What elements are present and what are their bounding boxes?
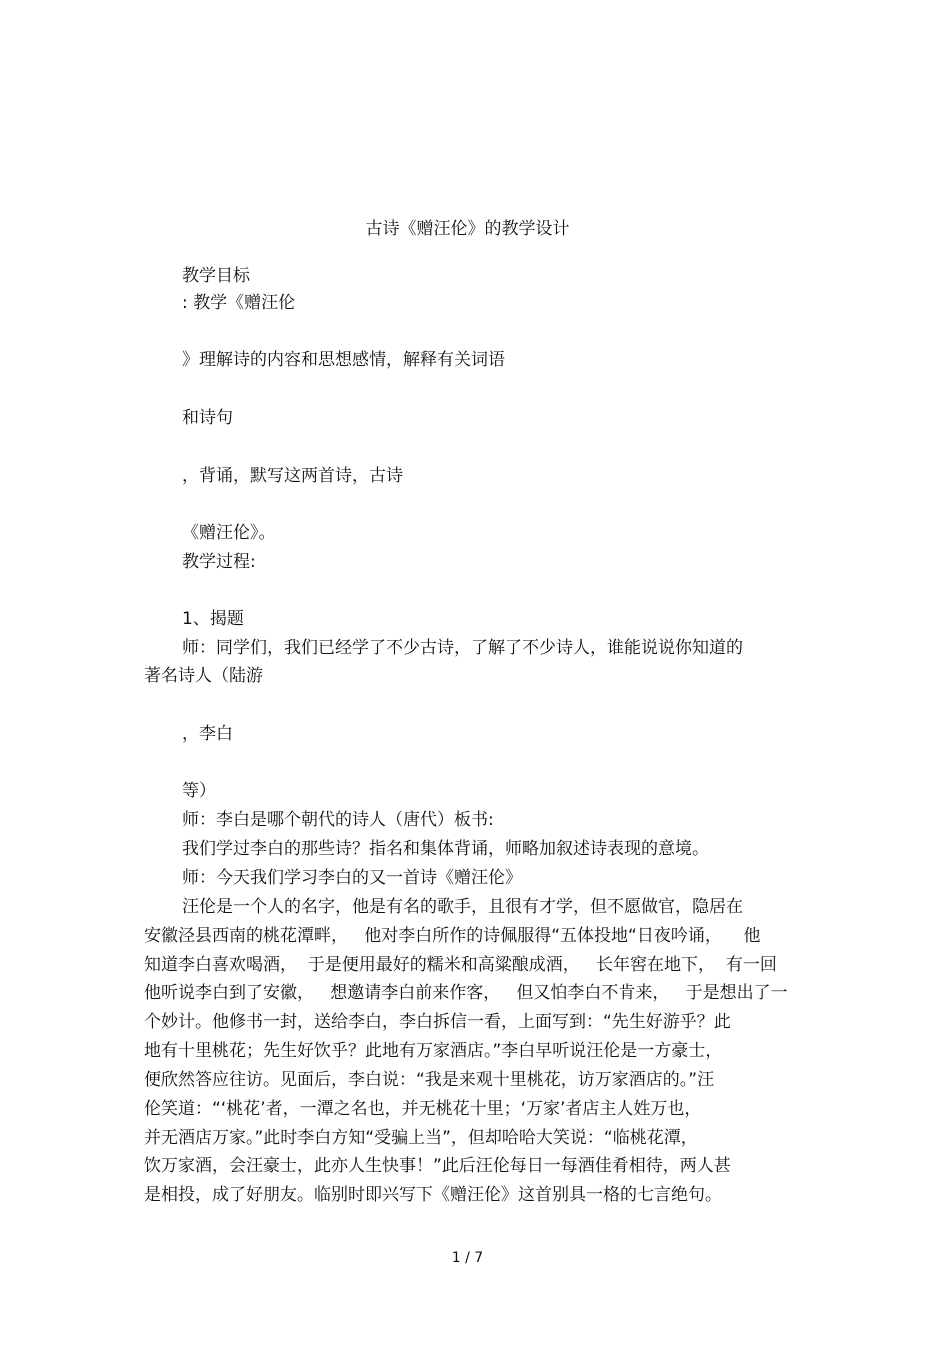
paragraph-line: 知道李白喜欢喝酒， 于是便用最好的糯米和高粱酿成酒， 长年窖在地下， 有一回 bbox=[144, 955, 777, 975]
heading-teaching-goals: 教学目标 bbox=[182, 266, 250, 286]
page-number: 1 / 7 bbox=[451, 1250, 484, 1266]
text-line: 师：李白是哪个朝代的诗人（唐代）板书: bbox=[182, 810, 494, 830]
text-line: 等） bbox=[182, 781, 216, 801]
text-line: 和诗句 bbox=[182, 408, 233, 428]
text-line: 》理解诗的内容和思想感情，解释有关词语 bbox=[182, 350, 505, 370]
paragraph-line: 他听说李白到了安徽， 想邀请李白前来作客， 但又怕李白不肯来， 于是想出了一 bbox=[144, 983, 788, 1003]
paragraph-line: 伦笑道：“‘桃花’者，一潭之名也，并无桃花十里；‘万家’者店主人姓万也， bbox=[144, 1099, 702, 1119]
section-heading: 1、揭题 bbox=[182, 609, 244, 629]
text-line: 师：同学们，我们已经学了不少古诗，了解了不少诗人，谁能说说你知道的 bbox=[182, 638, 743, 658]
text-line: ，李白 bbox=[182, 724, 233, 744]
paragraph-line: 并无酒店万家。”此时李白方知“受骗上当”，但却哈哈大笑说：“临桃花潭， bbox=[144, 1128, 698, 1148]
paragraph-line: 地有十里桃花；先生好饮乎？此地有万家酒店。”李白早听说汪伦是一方豪士， bbox=[144, 1041, 723, 1061]
paragraph-line: 安徽泾县西南的桃花潭畔， 他对李白所作的诗佩服得“五体投地“日夜吟诵， 他 bbox=[144, 926, 761, 946]
text-line: ，背诵，默写这两首诗，古诗 bbox=[182, 466, 403, 486]
document-title: 古诗《赠汪伦》的教学设计 bbox=[365, 219, 570, 239]
paragraph-line: 是相投，成了好朋友。临别时即兴写下《赠汪伦》这首别具一格的七言绝句。 bbox=[144, 1185, 722, 1205]
text-line: 著名诗人（陆游 bbox=[144, 666, 263, 686]
paragraph-line: 便欣然答应往访。见面后，李白说：“我是来观十里桃花，访万家酒店的。”汪 bbox=[144, 1070, 715, 1090]
paragraph-line: 饮万家酒，会汪豪士，此亦人生快事！”此后汪伦每日一每酒佳肴相待，两人甚 bbox=[144, 1156, 731, 1176]
heading-teaching-process: 教学过程: bbox=[182, 552, 256, 572]
paragraph-line: 汪伦是一个人的名字，他是有名的歌手，且很有才学，但不愿做官，隐居在 bbox=[182, 897, 743, 917]
text-line: 师：今天我们学习李白的又一首诗《赠汪伦》 bbox=[182, 868, 522, 888]
text-line: 《赠汪伦》。 bbox=[182, 523, 276, 543]
paragraph-line: 个妙计。他修书一封，送给李白，李白拆信一看，上面写到：“先生好游乎？此 bbox=[144, 1012, 731, 1032]
text-line: 我们学过李白的那些诗？指名和集体背诵，师略加叙述诗表现的意境。 bbox=[182, 839, 709, 859]
text-line: : 教学《赠汪伦 bbox=[182, 293, 296, 313]
